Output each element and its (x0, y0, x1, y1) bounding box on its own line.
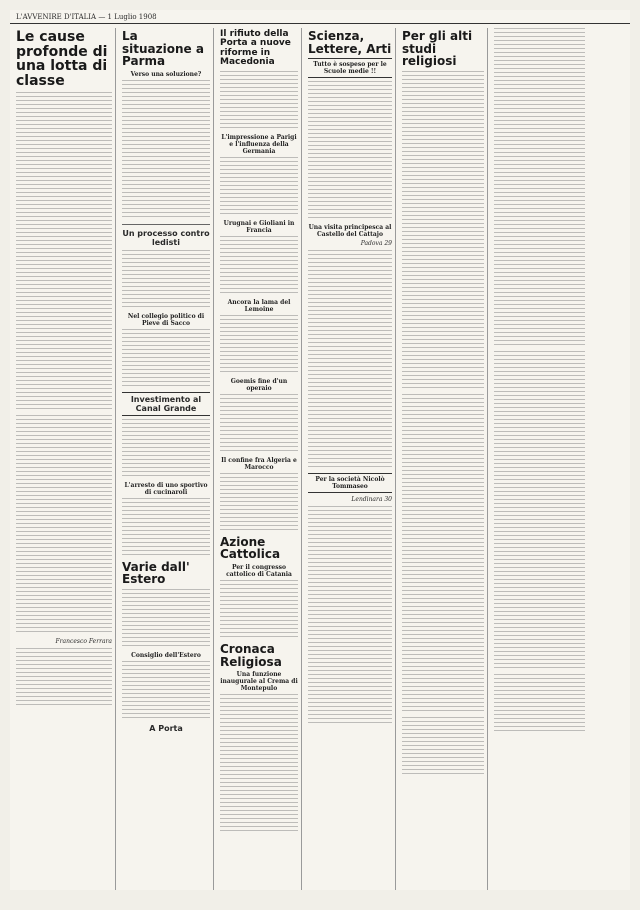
article-headline: A Porta (149, 723, 183, 733)
masthead (10, 10, 630, 24)
article-subheading: Per la società Nicolò Tommaseo (308, 473, 392, 493)
article-headline: Cronaca Religiosa (220, 641, 282, 669)
article-subheading: Tutto è sospeso per le Scuole medie !! (308, 58, 392, 78)
article-body (220, 236, 298, 296)
byline: Francesco Ferrara (55, 637, 112, 645)
column-5 (402, 28, 488, 890)
article-body (16, 415, 112, 635)
article-body (122, 419, 210, 479)
article-body (402, 71, 484, 391)
article-body (220, 473, 298, 533)
article-body (122, 250, 210, 310)
article-body (494, 674, 585, 734)
article-headline: Investimento al Canal Grande (122, 392, 210, 416)
columns (10, 28, 630, 890)
article-body (494, 28, 585, 348)
article-body (122, 329, 210, 389)
article-body (220, 580, 298, 640)
article-subheading: Una funzione inaugurale al Crema di Montepulo (220, 671, 298, 693)
article-subheading: Il confine fra Algeria e Marocco (221, 456, 297, 471)
article-headline: Le cause profonde di una lotta di classe (16, 29, 108, 90)
column-4 (308, 28, 396, 890)
article-body (16, 648, 112, 708)
article-body (308, 250, 392, 470)
article-body (122, 80, 210, 220)
article-body (494, 351, 585, 671)
article-body (220, 315, 298, 375)
masthead-date: L'AVVENIRE D'ITALIA — 1 Luglio 1908 (16, 12, 157, 21)
column-1 (16, 28, 116, 890)
article-body (308, 506, 392, 726)
article-subheading: Ancora la lama del Lemoine (227, 298, 291, 313)
article-dateline: Lendinara 30 (351, 496, 392, 504)
divider (122, 224, 210, 225)
article-body (220, 694, 298, 834)
article-headline: Per gli alti studi religiosi (402, 29, 473, 69)
article-subheading: Goemis fine d'un operaio (230, 377, 288, 392)
article-subheading: L'impressione a Parigi e l'influenza della Germania (221, 133, 297, 155)
article-headline: Azione Cattolica (220, 534, 281, 562)
article-body (122, 589, 210, 649)
article-subheading: Per il congresso cattolico di Catania (226, 563, 292, 578)
article-headline: Varie dall' Estero (122, 559, 190, 587)
article-body (16, 92, 112, 412)
article-subheading: L'arresto di uno sportivo di cucinaroli (124, 481, 208, 496)
article-subheading: Urugnai e Gioliani in Francia (223, 219, 295, 234)
article-body (122, 498, 210, 558)
article-headline: Un processo contro ledisti (122, 228, 210, 247)
article-body (308, 81, 392, 221)
article-subheading: Verso una soluzione? (130, 70, 202, 78)
article-dateline: Padova 29 (360, 240, 392, 248)
article-subheading: Consiglio dell'Estero (131, 651, 201, 659)
article-subheading: Una visita principesca al Castello del Cattajo (308, 224, 392, 239)
column-6 (494, 28, 588, 890)
article-body (402, 717, 484, 777)
article-subheading: Nel collegio politico di Pieve di Sacco (127, 312, 205, 327)
column-3 (220, 28, 302, 890)
article-body (220, 394, 298, 454)
article-body (220, 71, 298, 131)
article-body (220, 157, 298, 217)
column-2 (122, 28, 214, 890)
article-body (122, 661, 210, 721)
article-headline: La situazione a Parma (122, 29, 204, 69)
article-body (402, 394, 484, 714)
newspaper-page (10, 10, 630, 890)
article-headline: Il rifiuto della Porta a nuove riforme in Macedonia (220, 29, 291, 68)
article-headline: Scienza, Lettere, Arti (308, 29, 392, 56)
